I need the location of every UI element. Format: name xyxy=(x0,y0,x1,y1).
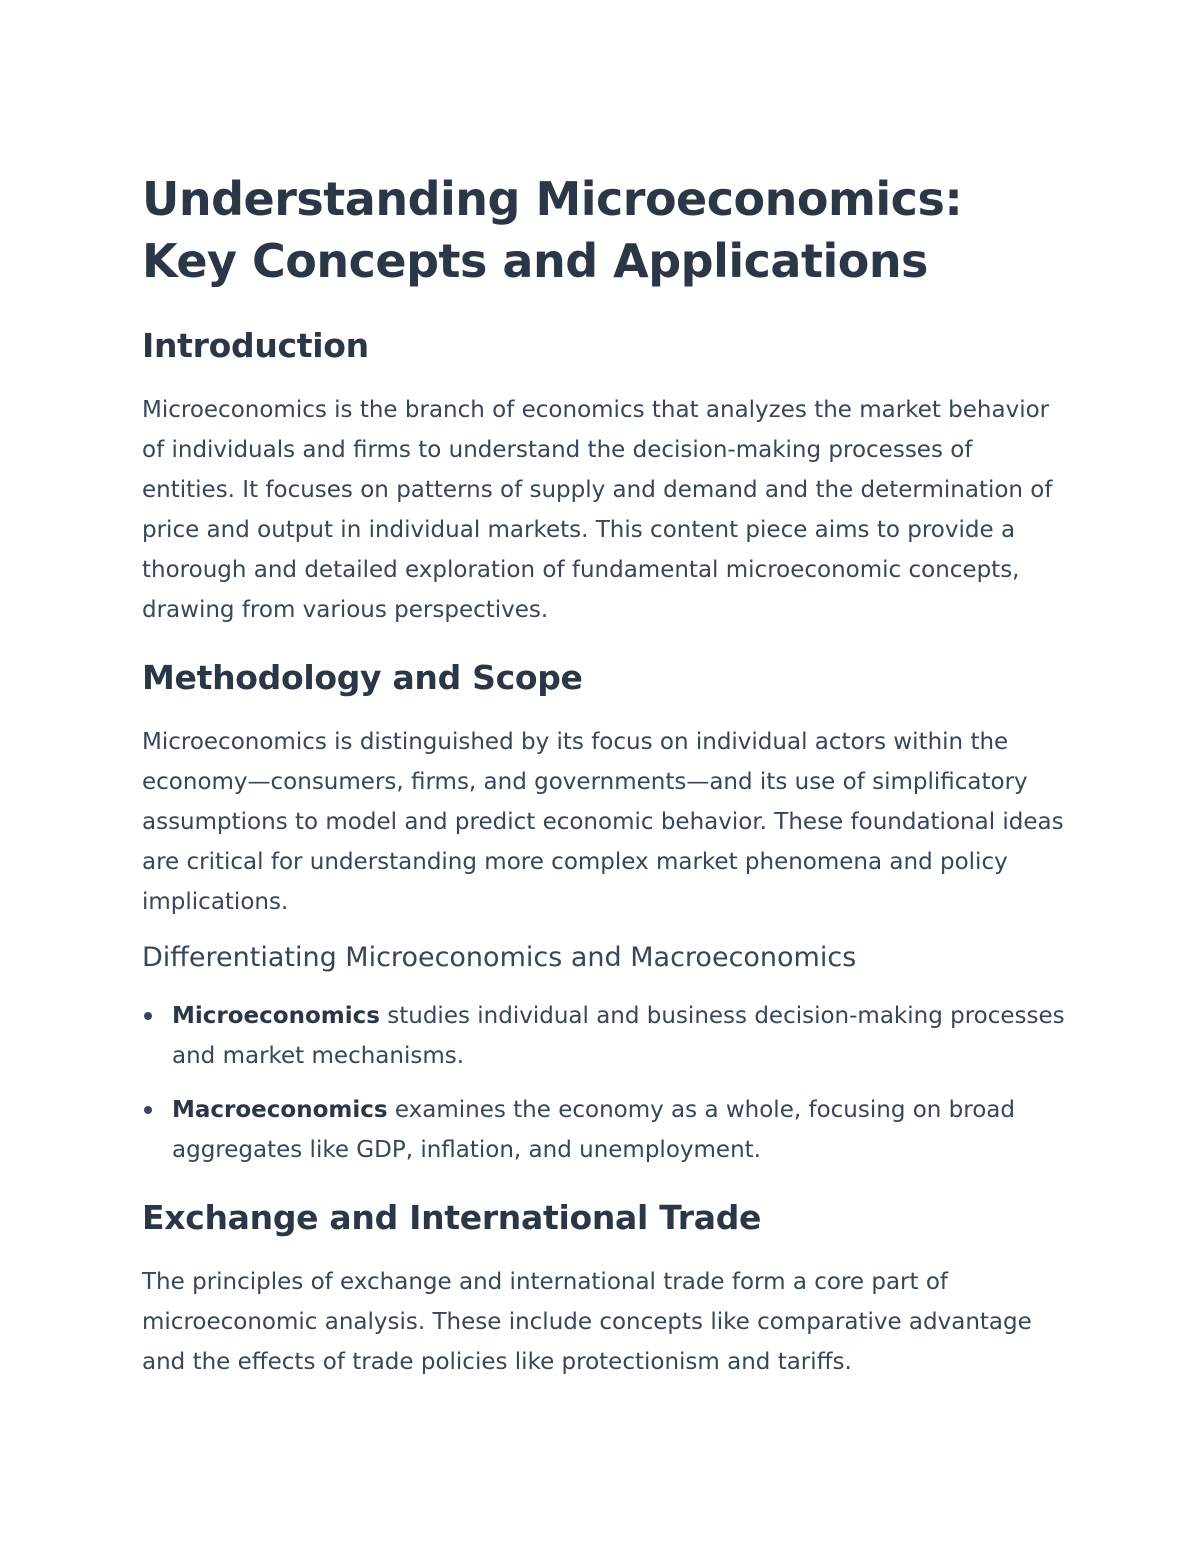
section-heading-trade: Exchange and International Trade xyxy=(142,1198,762,1237)
introduction-paragraph: Microeconomics is the branch of economics that analyzes the market behavior of individuals and firms to understand the decision-making processes of entities. It focuses on patterns of supply and demand and the determination of price and output in individual markets. This content piece aims to provide a thorough and detailed exploration of fundamental microeconomic concepts, drawing from various perspectives. xyxy=(142,397,1053,623)
list-item xyxy=(142,996,1072,1076)
section-heading-introduction: Introduction xyxy=(142,326,369,365)
section-heading-methodology: Methodology and Scope xyxy=(142,658,583,697)
subsection-heading-differentiating: Differentiating Microeconomics and Macroeconomics xyxy=(142,942,857,973)
comparison-list xyxy=(142,996,1072,1170)
list-item-text: studies individual and business decision-making processes and market mechanisms. xyxy=(172,1003,1065,1069)
methodology-paragraph: Microeconomics is distinguished by its focus on individual actors within the economy—consumers, firms, and governments—and its use of simplificatory assumptions to model and predict economic behavior. These foundational ideas are critical for understanding more complex market phenomena and policy implications. xyxy=(142,729,1064,915)
document-page xyxy=(142,168,1072,1382)
bullet-icon xyxy=(144,1106,152,1114)
trade-paragraph: The principles of exchange and international trade form a core part of microeconomic analysis. These include concepts like comparative advantage and the effects of trade policies like protectionism and tariffs. xyxy=(142,1269,1032,1375)
bullet-icon xyxy=(144,1012,152,1020)
list-item-text: examines the economy as a whole, focusing on broad aggregates like GDP, inflation, and unemployment. xyxy=(172,1097,1016,1163)
list-item-term: Macroeconomics xyxy=(172,1097,388,1123)
list-item xyxy=(142,1090,1072,1170)
list-item-term: Microeconomics xyxy=(172,1003,380,1029)
document-title: Understanding Microeconomics: Key Concepts and Applications xyxy=(142,172,963,288)
